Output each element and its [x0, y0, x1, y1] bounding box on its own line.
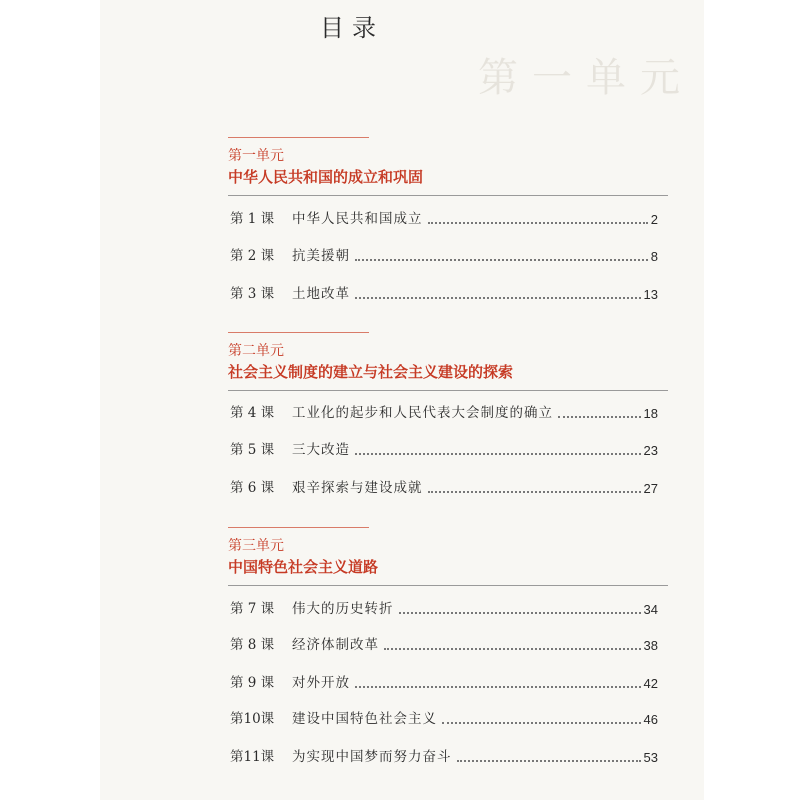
lesson-title: 建设中国特色社会主义: [292, 711, 437, 727]
toc-entry-lesson-6[interactable]: [230, 476, 658, 496]
lesson-title: 对外开放: [292, 675, 350, 691]
unit-divider: [228, 195, 668, 196]
lesson-page-number: 53: [643, 750, 658, 765]
toc-entry-lesson-7[interactable]: [230, 597, 658, 617]
lesson-number: 第 5 课: [230, 442, 275, 458]
dot-leader: [399, 612, 641, 614]
dot-leader: [355, 297, 641, 299]
unit-rule: [228, 527, 369, 528]
dot-leader: [558, 416, 641, 418]
ghost-heading-bleedthrough: 第一单元: [478, 55, 694, 101]
unit-divider: [228, 585, 668, 586]
dot-leader: [355, 259, 648, 261]
toc-entry-lesson-9[interactable]: [230, 671, 658, 691]
lesson-title: 三大改造: [292, 442, 350, 458]
toc-entry-lesson-11[interactable]: [230, 745, 658, 765]
unit-divider: [228, 390, 668, 391]
unit-number: 第二单元: [228, 343, 284, 359]
dot-leader: [355, 453, 641, 455]
toc-entry-lesson-8[interactable]: [230, 633, 658, 653]
toc-entry-lesson-3[interactable]: [230, 282, 658, 302]
page-title: 目录: [320, 14, 384, 42]
dot-leader: [428, 491, 641, 493]
lesson-title: 中华人民共和国成立: [292, 211, 423, 227]
lesson-number: 第 2 课: [230, 248, 275, 264]
unit-header-2: [228, 332, 668, 391]
lesson-title: 土地改革: [292, 286, 350, 302]
unit-title: 中华人民共和国的成立和巩固: [228, 168, 424, 186]
lesson-title: 为实现中国梦而努力奋斗: [292, 749, 452, 765]
lesson-page-number: 8: [650, 249, 658, 264]
lesson-number: 第11课: [230, 749, 275, 765]
lesson-title: 抗美援朝: [292, 248, 350, 264]
dot-leader: [457, 760, 641, 762]
unit-rule: [228, 332, 369, 333]
lesson-page-number: 27: [643, 481, 658, 496]
unit-number: 第三单元: [228, 538, 284, 554]
unit-rule: [228, 137, 369, 138]
lesson-page-number: 23: [643, 443, 658, 458]
lesson-title: 艰辛探索与建设成就: [292, 480, 423, 496]
lesson-title: 伟大的历史转折: [292, 601, 394, 617]
dot-leader: [428, 222, 648, 224]
lesson-number: 第 3 课: [230, 286, 275, 302]
toc-entry-lesson-4[interactable]: [230, 401, 658, 421]
toc-entry-lesson-2[interactable]: [230, 244, 658, 264]
lesson-number: 第 6 课: [230, 480, 275, 496]
toc-entry-lesson-1[interactable]: [230, 207, 658, 227]
unit-title: 社会主义制度的建立与社会主义建设的探索: [228, 363, 514, 381]
lesson-page-number: 46: [643, 712, 658, 727]
lesson-title: 经济体制改革: [292, 637, 379, 653]
lesson-page-number: 42: [643, 676, 658, 691]
dot-leader: [442, 722, 641, 724]
lesson-page-number: 18: [643, 406, 658, 421]
lesson-number: 第 7 课: [230, 601, 275, 617]
unit-header-3: [228, 527, 668, 586]
unit-title: 中国特色社会主义道路: [228, 558, 379, 576]
dot-leader: [355, 686, 641, 688]
lesson-number: 第 9 课: [230, 675, 275, 691]
unit-header-1: [228, 137, 668, 196]
lesson-page-number: 2: [650, 212, 658, 227]
unit-number: 第一单元: [228, 148, 284, 164]
lesson-page-number: 13: [643, 287, 658, 302]
lesson-page-number: 34: [643, 602, 658, 617]
toc-entry-lesson-10[interactable]: [230, 707, 658, 727]
toc-entry-lesson-5[interactable]: [230, 438, 658, 458]
lesson-title: 工业化的起步和人民代表大会制度的确立: [292, 405, 553, 421]
lesson-number: 第10课: [230, 711, 275, 727]
lesson-page-number: 38: [643, 638, 658, 653]
lesson-number: 第 4 课: [230, 405, 275, 421]
lesson-number: 第 1 课: [230, 211, 275, 227]
dot-leader: [384, 648, 641, 650]
lesson-number: 第 8 课: [230, 637, 275, 653]
